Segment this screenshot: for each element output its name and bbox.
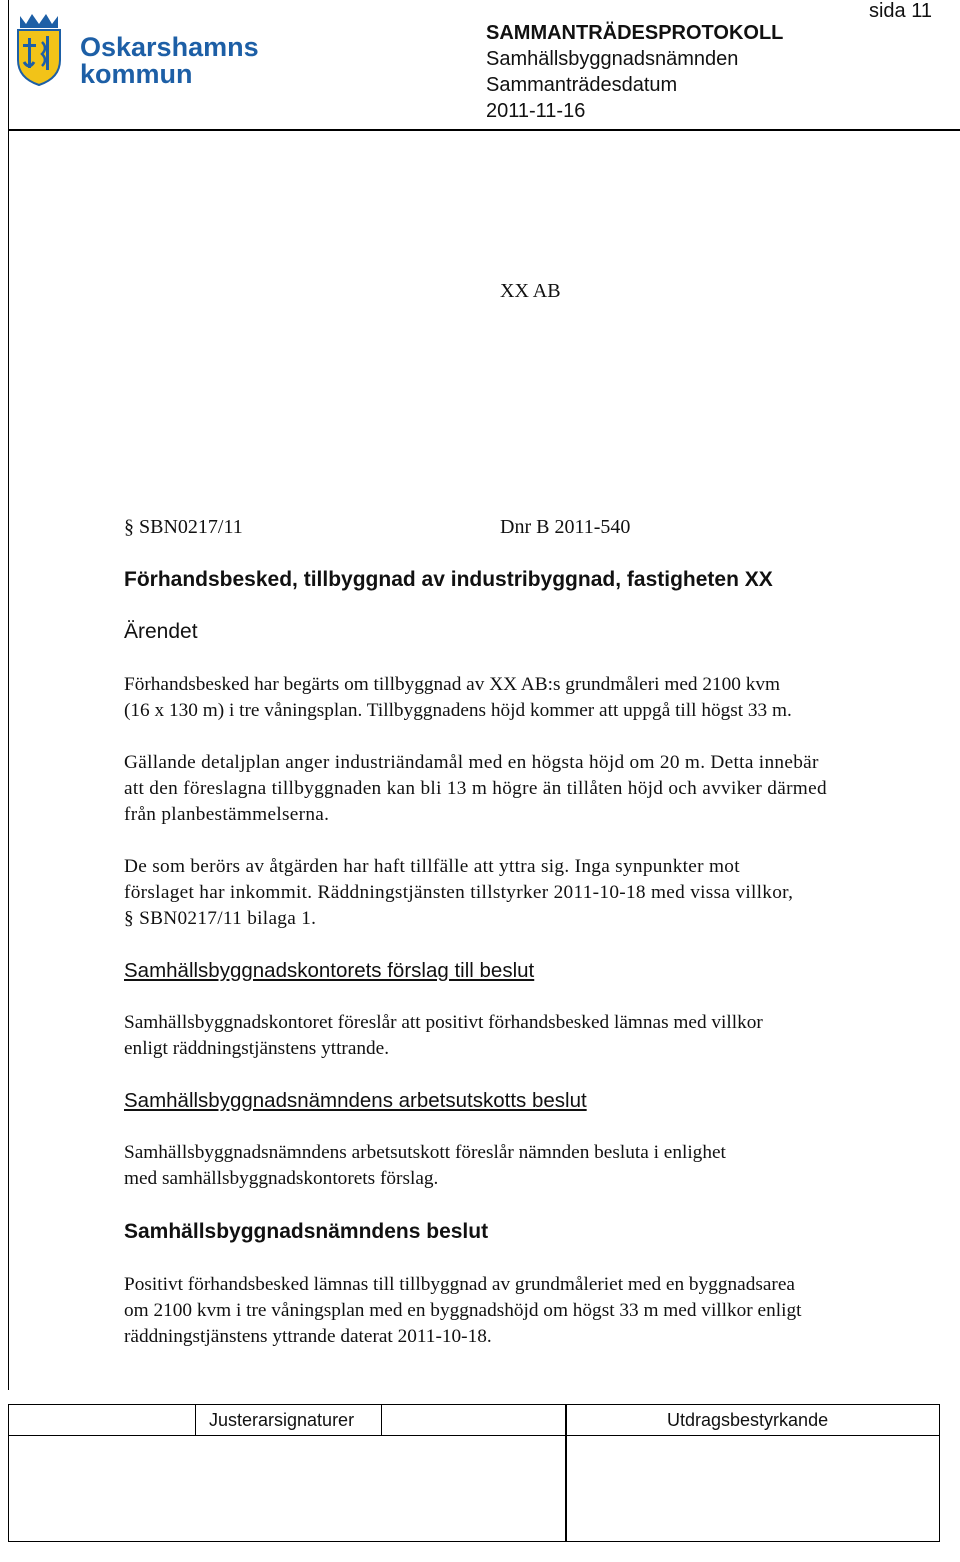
text-line: förslaget har inkommit. Räddningstjänsten tillstyrker 2011-10-18 med vissa villkor, — [124, 882, 794, 903]
recipient: XX AB — [500, 280, 561, 302]
signature-table — [8, 1404, 940, 1544]
arendet-paragraph-3 — [124, 854, 924, 932]
text-line: (16 x 130 m) i tre våningsplan. Tillbyggnadens höjd kommer att uppgå till högst 33 m. — [124, 700, 792, 721]
utdrag-label: Utdragsbestyrkande — [667, 1410, 829, 1430]
divider — [381, 1405, 382, 1435]
justerare-box — [8, 1404, 566, 1542]
text-line: Samhällsbyggnadskontoret föreslår att positivt förhandsbesked lämnas med villkor — [124, 1012, 763, 1033]
divider — [9, 1435, 565, 1436]
text-line: om 2100 kvm i tre våningsplan med en byggnadshöjd om högst 33 m med villkor enligt — [124, 1300, 802, 1321]
meeting-date: 2011-11-16 — [486, 100, 586, 122]
au-heading: Samhällsbyggnadsnämndens arbetsutskotts beslut — [124, 1089, 587, 1112]
municipality-name-line1: Oskarshamns — [80, 32, 259, 62]
case-reference: SBN0217/11 — [139, 516, 243, 538]
text-line: att den föreslagna tillbyggnaden kan bli 13 m högre än tillåten höjd och avviker därmed — [124, 778, 827, 799]
municipality-name — [80, 34, 259, 88]
au-paragraph — [124, 1140, 924, 1192]
document-type: SAMMANTRÄDESPROTOKOLL — [486, 22, 784, 44]
section-mark: § — [124, 516, 134, 538]
beslut-heading: Samhällsbyggnadsnämndens beslut — [124, 1220, 489, 1243]
beslut-paragraph — [124, 1272, 924, 1350]
arendet-paragraph-2 — [124, 750, 924, 828]
kontor-heading: Samhällsbyggnadskontorets förslag till beslut — [124, 959, 535, 982]
text-line: räddningstjänstens yttrande daterat 2011-10-18. — [124, 1326, 492, 1347]
arendet-heading: Ärendet — [124, 620, 198, 643]
header-rule — [8, 129, 960, 131]
text-line: Positivt förhandsbesked lämnas till tillbyggnad av grundmåleriet med en byggnadsarea — [124, 1274, 795, 1295]
case-title: Förhandsbesked, tillbyggnad av industribyggnad, fastigheten XX — [124, 568, 773, 591]
document-header — [486, 20, 783, 124]
section-mark: § — [124, 908, 134, 929]
committee-name: Samhällsbyggnadsnämnden — [486, 48, 739, 70]
text-line: enligt räddningstjänstens yttrande. — [124, 1038, 390, 1059]
text-line: Samhällsbyggnadsnämndens arbetsutskott föreslår nämnden besluta i enlighet — [124, 1142, 726, 1163]
left-margin-rule — [8, 0, 9, 1390]
justerare-label: Justerarsignaturer — [209, 1410, 355, 1430]
meeting-date-label: Sammanträdesdatum — [486, 74, 678, 96]
text-line: Gällande detaljplan anger industriändamål med en högsta höjd om 20 m. Detta innebär — [124, 752, 819, 773]
kontor-paragraph — [124, 1010, 924, 1062]
arendet-paragraph-1 — [124, 672, 924, 724]
text-line: § SBN0217/11 bilaga 1. — [124, 908, 317, 929]
text-line: Förhandsbesked har begärts om tillbyggnad av XX AB:s grundmåleri med 2100 kvm — [124, 674, 780, 695]
coat-of-arms-icon — [14, 12, 64, 86]
divider — [195, 1405, 196, 1435]
divider — [567, 1435, 939, 1436]
utdrag-box — [566, 1404, 940, 1542]
dnr-number: Dnr B 2011-540 — [500, 516, 631, 538]
text-line: från planbestämmelserna. — [124, 804, 330, 825]
case-ref-line — [124, 514, 243, 540]
page-number: sida 11 — [868, 0, 932, 22]
text-line: De som berörs av åtgärden har haft tillfälle att yttra sig. Inga synpunkter mot — [124, 856, 740, 877]
municipality-name-line2: kommun — [80, 59, 193, 89]
text-line: med samhällsbyggnadskontorets förslag. — [124, 1168, 439, 1189]
municipality-logo — [14, 12, 264, 88]
